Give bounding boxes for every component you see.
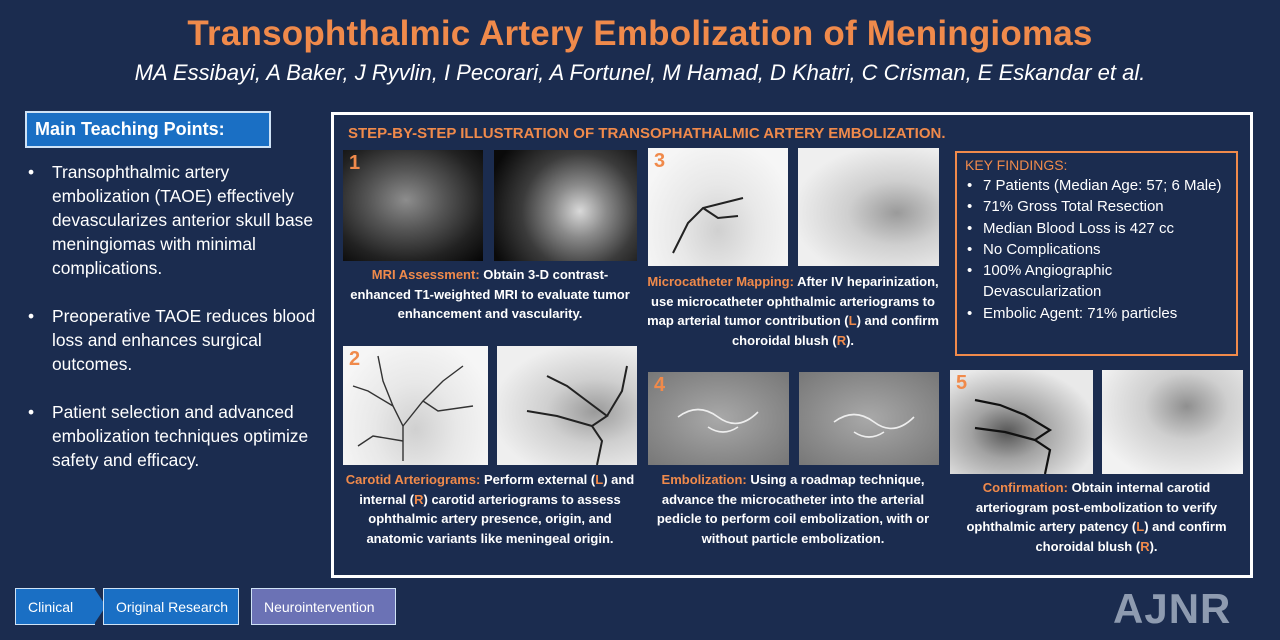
teaching-points-heading: Main Teaching Points: <box>25 111 271 148</box>
roadmap-image-left <box>648 372 789 465</box>
step-text: Using a roadmap technique, advance the microcatheter into the arterial pedicle to perform coil embolization, with or without particle embolization. <box>656 472 930 546</box>
step-text: Obtain 3-D contrast-enhanced T1-weighted MRI to evaluate tumor enhancement and vascularity. <box>350 267 630 321</box>
microcatheter-map-image <box>648 148 788 266</box>
step-3-caption <box>644 272 942 350</box>
step-text: Obtain internal carotid arteriogram post-embolization to verify ophthalmic artery patency ( <box>966 480 1218 534</box>
step-title: Embolization: <box>661 472 747 487</box>
teaching-points-list <box>26 160 326 496</box>
roadmap-image-right <box>799 372 939 465</box>
coil-icon <box>648 372 789 465</box>
page-title: Transophthalmic Artery Embolization of Meningiomas <box>187 14 1093 53</box>
left-marker: L <box>595 472 604 487</box>
step-number: 4 <box>654 374 666 396</box>
finding-item: • 7 Patients (Median Age: 57; 6 Male) <box>965 175 1228 196</box>
key-findings-heading: KEY FINDINGS: <box>965 157 1068 173</box>
step-title: Carotid Arteriograms: <box>345 472 481 487</box>
finding-item: • Embolic Agent: 71% particles <box>965 303 1228 324</box>
step-2-caption <box>343 470 637 548</box>
finding-item: • Median Blood Loss is 427 cc <box>965 218 1228 239</box>
finding-item: • No Complications <box>965 239 1228 260</box>
left-marker: L <box>1136 519 1145 534</box>
step-text: ) and confirm choroidal blush ( <box>731 313 939 348</box>
step-1-caption <box>343 265 637 324</box>
mri-sagittal-image <box>343 150 483 261</box>
coil-icon <box>799 372 939 465</box>
right-marker: R <box>1140 538 1150 554</box>
step-5-caption <box>950 478 1243 556</box>
step-number: 3 <box>654 150 666 172</box>
step-4-caption <box>644 470 942 548</box>
tag-clinical[interactable]: Clinical <box>15 588 95 625</box>
teaching-point: • Patient selection and advanced embolization techniques optimize safety and efficacy. <box>26 400 326 472</box>
finding-item: • 71% Gross Total Resection <box>965 196 1228 217</box>
vessel-tree-icon <box>343 346 488 465</box>
tag-original-research[interactable]: Original Research <box>103 588 239 625</box>
ajnr-logo: AJNR <box>1113 585 1232 632</box>
authors-line: MA Essibayi, A Baker, J Ryvlin, I Pecorari, A Fortunel, M Hamad, D Khatri, C Crisman, E Eskandar et al. <box>134 60 1146 85</box>
left-marker: L <box>848 313 857 328</box>
choroidal-blush-confirm-image <box>1102 370 1243 474</box>
step-title: Microcatheter Mapping: <box>647 274 794 289</box>
choroidal-blush-image <box>798 148 939 266</box>
panel-heading: STEP-BY-STEP ILLUSTRATION OF TRANSOPHATHALMIC ARTERY EMBOLIZATION. <box>348 125 946 142</box>
step-text: ) carotid arteriograms to assess ophthalmic artery presence, origin, and anatomic variants like meningeal origin. <box>366 491 621 546</box>
finding-item: • 100% Angiographic Devascularization <box>965 260 1228 303</box>
key-findings-box <box>955 151 1238 356</box>
external-carotid-angiogram <box>343 346 488 465</box>
right-marker: R <box>836 332 847 348</box>
step-number: 2 <box>349 348 361 370</box>
teaching-point: • Preoperative TAOE reduces blood loss and enhances surgical outcomes. <box>26 304 326 376</box>
step-text: ). <box>1149 538 1158 554</box>
tag-neurointervention[interactable]: Neurointervention <box>251 588 396 625</box>
internal-carotid-angiogram <box>497 346 637 465</box>
key-findings-list <box>965 175 1228 324</box>
step-title: Confirmation: <box>982 480 1068 495</box>
step-number: 1 <box>349 152 361 174</box>
mri-coronal-image <box>494 150 637 261</box>
step-text: ) and internal ( <box>359 472 635 507</box>
carotid-vessel-icon <box>497 346 637 465</box>
step-panel <box>331 112 1253 578</box>
post-embolization-angiogram <box>950 370 1093 474</box>
microcatheter-icon <box>648 148 788 266</box>
step-text: Perform external ( <box>480 472 596 487</box>
step-text: ). <box>846 332 855 348</box>
step-text: ) and confirm choroidal blush ( <box>1035 519 1227 554</box>
carotid-vessel-icon <box>950 370 1093 474</box>
right-marker: R <box>414 491 424 507</box>
step-text: After IV heparinization, use microcatheter ophthalmic arteriograms to map arterial tumor contribution ( <box>647 274 939 328</box>
teaching-point: • Transophthalmic artery embolization (TAOE) effectively devascularizes anterior skull base meningiomas with minimal complications. <box>26 160 326 280</box>
step-title: MRI Assessment: <box>371 267 480 282</box>
step-number: 5 <box>956 372 968 394</box>
